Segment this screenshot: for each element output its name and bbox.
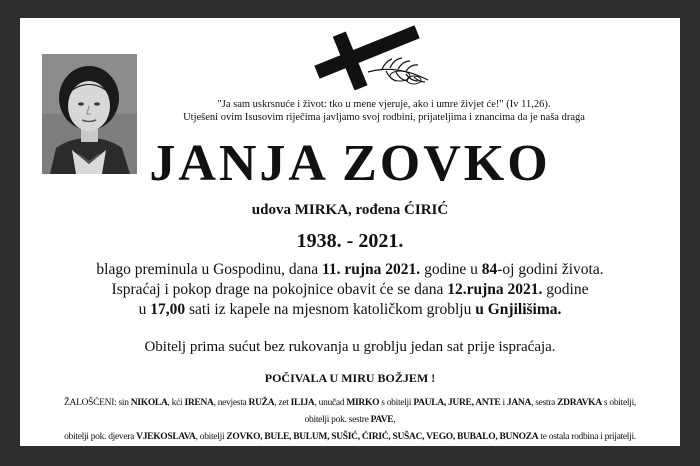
mourner-name: IRENA	[184, 398, 214, 408]
obituary-card	[20, 18, 680, 446]
mourner-relation: , nevjesta	[213, 398, 249, 408]
mourner-name: PAVE	[370, 415, 394, 425]
mourner-relation: , unučad	[314, 398, 347, 408]
mourner-relation: obitelji pok. djevera	[64, 432, 137, 442]
born-prefix: , rođena	[348, 202, 405, 218]
mourner-name: JANA	[506, 398, 532, 408]
mourners-line-1	[54, 395, 646, 429]
mourner-relation: s obitelji	[379, 398, 414, 408]
mourner-name: RUŽA	[248, 398, 275, 408]
funeral-date: 12.rujna 2021.	[447, 281, 543, 298]
mourner-relation: , zet	[274, 398, 291, 408]
bible-quote	[144, 98, 624, 124]
text-segment: -oj godini života.	[497, 261, 604, 278]
mourners-line-2	[54, 429, 646, 446]
mourner-relation: , obitelji	[195, 432, 227, 442]
mourner-relation: te ostala rodbina i prijatelji.	[538, 432, 636, 442]
widow-prefix: udova	[251, 202, 295, 218]
mourner-relation: ,	[393, 415, 396, 425]
mourner-relation: , kći	[167, 398, 185, 408]
mourner-relation: s obitelji, obitelji pok. sestre	[304, 398, 636, 425]
mourners-list	[54, 395, 646, 446]
text-segment: godine	[542, 281, 589, 298]
funeral-place: u Gnjilišima.	[475, 301, 562, 318]
text-segment: Ispraćaj i pokop drage na pokojnice obavit će se dana	[111, 281, 448, 298]
mourner-name: ZOVKO, BULE, BULUM, SUŠIĆ, ĆIRIĆ, SUŠAC, VEGO, BUBALO, BUNOZA	[226, 432, 539, 442]
funeral-time: 17,00	[150, 301, 186, 318]
announcement-line-1	[20, 260, 680, 280]
mourner-relation: i	[500, 398, 507, 408]
age: 84	[481, 261, 498, 278]
maiden-name: ĆIRIĆ	[404, 202, 449, 218]
mourner-name: VJEKOSLAVA	[136, 432, 196, 442]
mourners-label: ŽALOŠĆENI:	[64, 398, 117, 408]
mourner-name: ILIJA	[290, 398, 315, 408]
rest-in-peace: POČIVALA U MIRU BOŽJEM !	[264, 371, 436, 385]
quote-line-1: "Ja sam uskrsnuće i život: tko u mene vjeruje, ako i umre živjet će!" (Iv 11,26).	[217, 99, 551, 110]
text-segment: u	[138, 301, 151, 318]
mourner-name: PAULA, JURE, ANTE	[413, 398, 501, 408]
mourner-relation: , sestra	[531, 398, 558, 408]
quote-line-2: Utješeni ovim Isusovim riječima javljamo svoj rodbini, prijateljima i znancima da je naša draga	[183, 112, 585, 123]
death-announcement	[20, 260, 680, 320]
husband-name: MIRKA	[294, 202, 349, 218]
mourner-name: ZDRAVKA	[557, 398, 602, 408]
mourner-name: MIRKO	[346, 398, 380, 408]
life-years: 1938. - 2021.	[296, 230, 404, 252]
condolence-note: Obitelj prima sućut bez rukovanja u groblju jedan sat prije ispraćaja.	[144, 339, 556, 355]
text-segment: godine u	[420, 261, 482, 278]
deceased-name: JANJA ZOVKO	[149, 135, 551, 192]
announcement-line-3	[20, 300, 680, 320]
text-segment: blago preminula u Gospodinu, dana	[96, 261, 322, 278]
death-date: 11. rujna 2021.	[322, 261, 421, 278]
mourner-relation: sin	[116, 398, 131, 408]
announcement-line-2	[20, 280, 680, 300]
mourner-name: NIKOLA	[130, 398, 168, 408]
widow-line	[20, 201, 680, 219]
cross-with-palm-icon	[296, 20, 434, 90]
text-segment: sati iz kapele na mjesnom katoličkom groblju	[185, 301, 476, 318]
